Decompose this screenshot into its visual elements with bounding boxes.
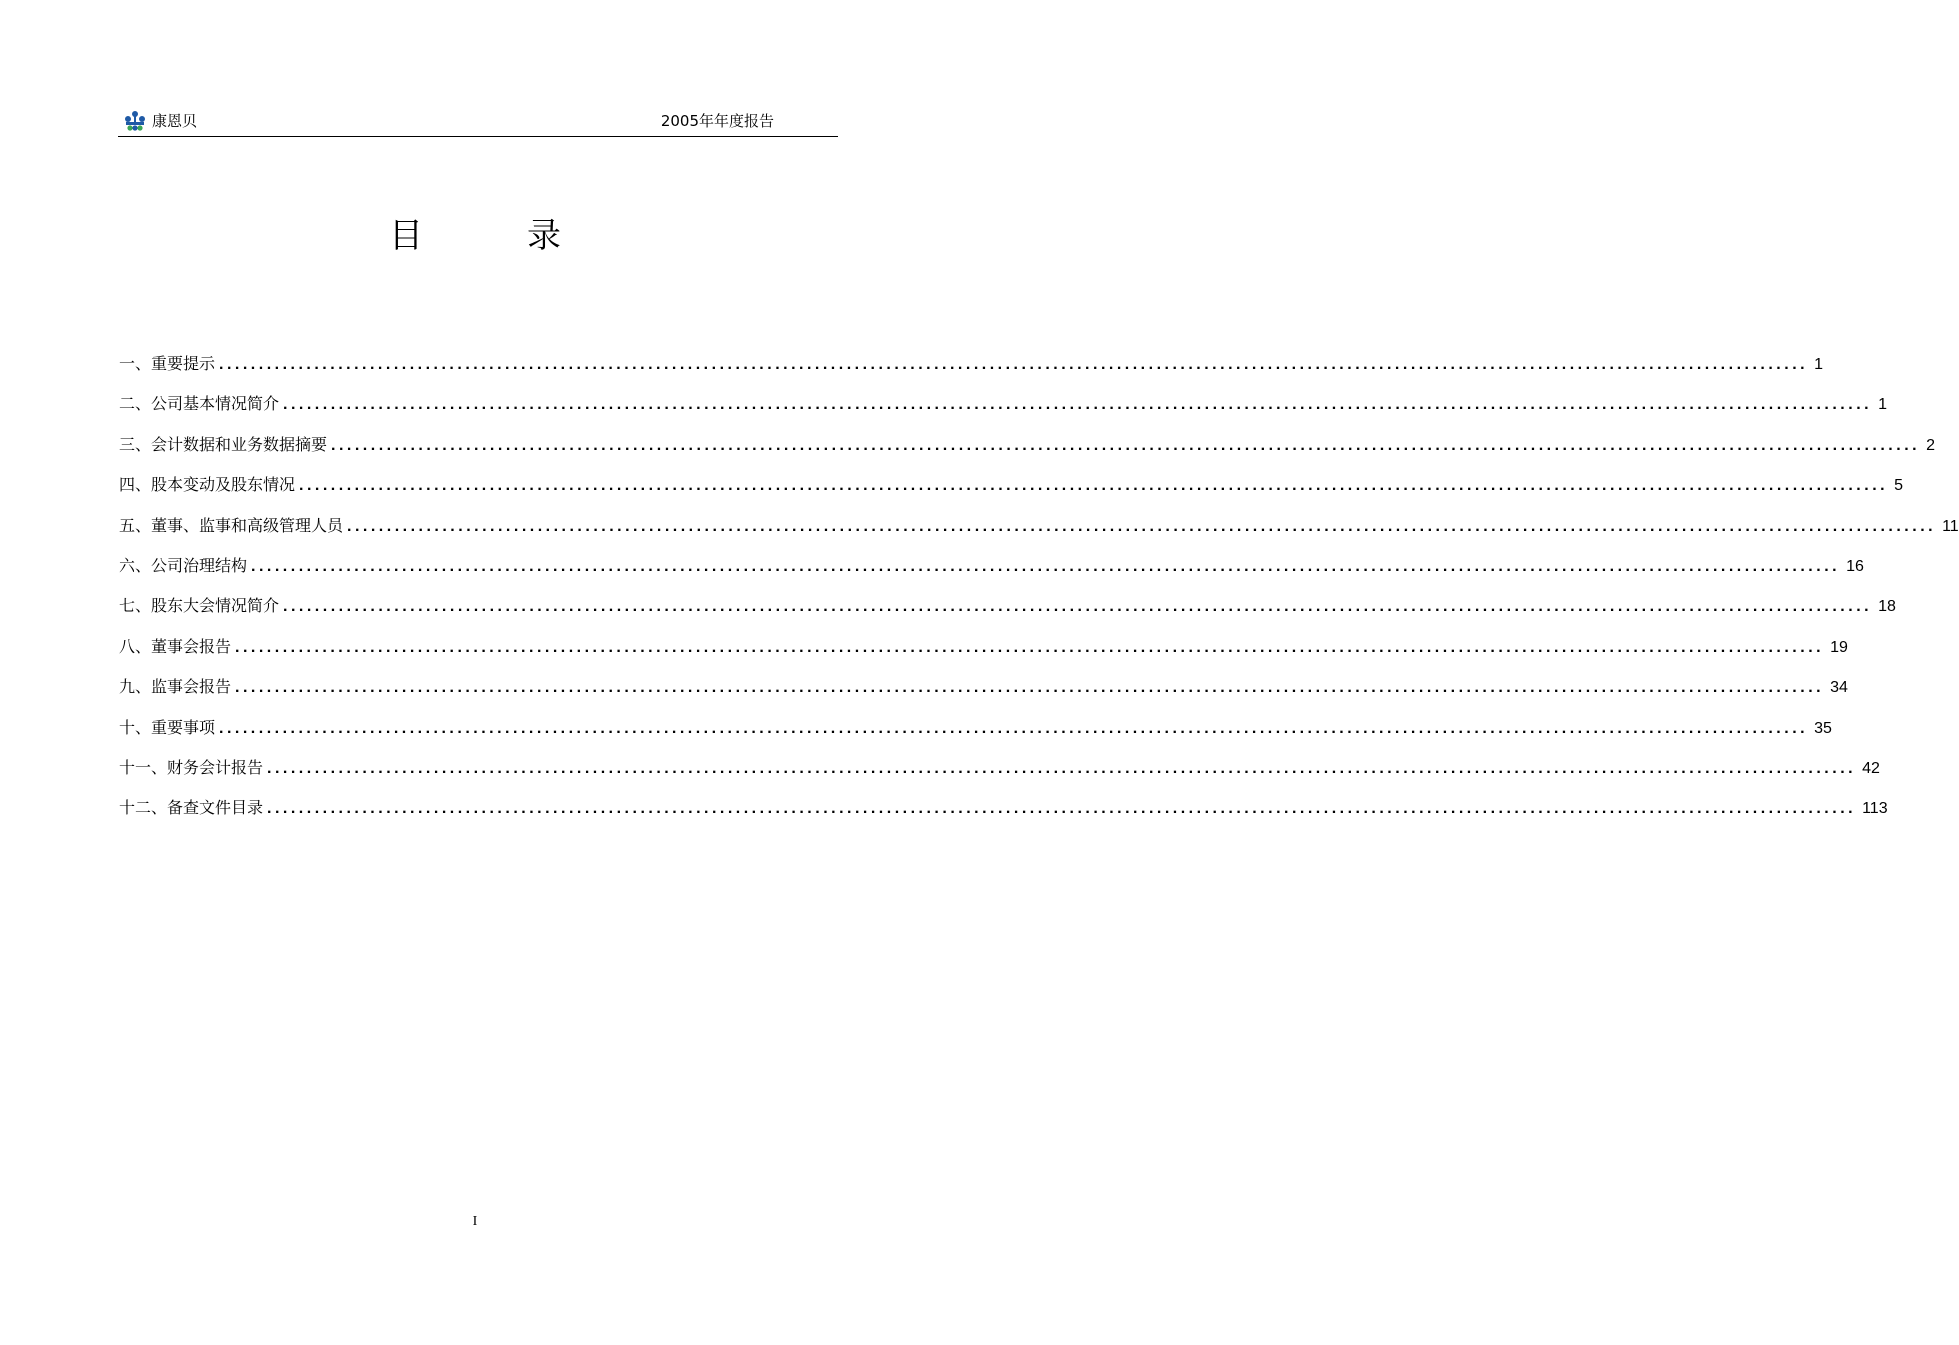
toc-entry[interactable] bbox=[119, 431, 1935, 471]
toc-entry-label: 十、重要事项 bbox=[119, 717, 216, 737]
toc-entry[interactable] bbox=[119, 471, 1903, 511]
toc-entry-label: 八、董事会报告 bbox=[119, 636, 232, 656]
toc-dot-leader: ........................................................................................................................................................................................................ bbox=[299, 477, 1889, 495]
toc-entry[interactable] bbox=[119, 714, 1832, 754]
toc-entry[interactable] bbox=[119, 552, 1864, 592]
toc-dot-leader: ........................................................................................................................................................................................................ bbox=[267, 759, 1857, 777]
toc-entry-page: 5 bbox=[1894, 477, 1903, 495]
toc-dot-leader: ........................................................................................................................................................................................................ bbox=[251, 557, 1841, 575]
toc-entry-page: 18 bbox=[1878, 598, 1896, 616]
toc-dot-leader: ........................................................................................................................................................................................................ bbox=[283, 598, 1873, 616]
toc-entry-label: 一、重要提示 bbox=[119, 354, 216, 373]
toc-entry-page: 113 bbox=[1862, 800, 1888, 818]
toc-entry-page: 16 bbox=[1846, 557, 1864, 575]
toc-entry[interactable] bbox=[119, 592, 1896, 632]
toc-entry-label: 四、股本变动及股东情况 bbox=[119, 475, 296, 495]
company-name: 康恩贝 bbox=[152, 112, 198, 130]
toc-entry-label: 二、公司基本情况简介 bbox=[119, 394, 280, 414]
toc-entry[interactable] bbox=[119, 512, 1959, 552]
toc-entry-page: 42 bbox=[1862, 759, 1880, 777]
toc-entry[interactable] bbox=[119, 390, 1887, 430]
toc-entry-label: 五、董事、监事和高级管理人员 bbox=[119, 515, 344, 535]
toc-entry-page: 2 bbox=[1926, 436, 1935, 454]
toc-entry[interactable] bbox=[119, 673, 1848, 713]
toc-entry-label: 十二、备查文件目录 bbox=[119, 798, 264, 818]
toc-dot-leader: ........................................................................................................................................................................................................ bbox=[235, 679, 1825, 697]
toc-dot-leader: ........................................................................................................................................................................................................ bbox=[267, 800, 1857, 818]
toc-dot-leader: ........................................................................................................................................................................................................ bbox=[283, 396, 1873, 414]
toc-entry-page: 34 bbox=[1830, 679, 1848, 697]
toc-entry-page: 1 bbox=[1878, 396, 1887, 414]
page-header bbox=[118, 108, 838, 137]
toc-heading bbox=[0, 214, 950, 258]
toc-entry-label: 十一、财务会计报告 bbox=[119, 757, 264, 777]
toc-entry-page: 19 bbox=[1830, 638, 1848, 656]
toc-entry-page: 35 bbox=[1814, 719, 1832, 737]
toc-dot-leader: ........................................................................................................................................................................................................ bbox=[219, 356, 1809, 373]
toc-entry[interactable] bbox=[119, 754, 1880, 794]
toc-dot-leader: ........................................................................................................................................................................................................ bbox=[347, 517, 1937, 535]
company-logo-icon bbox=[124, 110, 146, 132]
toc-entry-label: 七、股东大会情况简介 bbox=[119, 596, 280, 616]
toc-entry-label: 三、会计数据和业务数据摘要 bbox=[119, 434, 328, 454]
toc-dot-leader: ........................................................................................................................................................................................................ bbox=[331, 436, 1921, 454]
page-number: I bbox=[472, 1214, 478, 1229]
toc-entry[interactable] bbox=[119, 350, 1823, 390]
report-title: 2005年年度报告 bbox=[660, 112, 774, 130]
toc-entry-label: 九、监事会报告 bbox=[119, 677, 232, 697]
toc-heading-right: 录 bbox=[527, 216, 561, 256]
table-of-contents bbox=[119, 350, 1959, 835]
toc-entry-page: 11 bbox=[1942, 517, 1959, 535]
toc-entry-label: 六、公司治理结构 bbox=[119, 555, 248, 575]
toc-entry[interactable] bbox=[119, 794, 1888, 834]
toc-dot-leader: ........................................................................................................................................................................................................ bbox=[219, 719, 1809, 737]
toc-heading-left: 目 bbox=[389, 216, 423, 256]
toc-entry-page: 1 bbox=[1814, 356, 1823, 373]
toc-dot-leader: ........................................................................................................................................................................................................ bbox=[235, 638, 1825, 656]
toc-entry[interactable] bbox=[119, 633, 1848, 673]
